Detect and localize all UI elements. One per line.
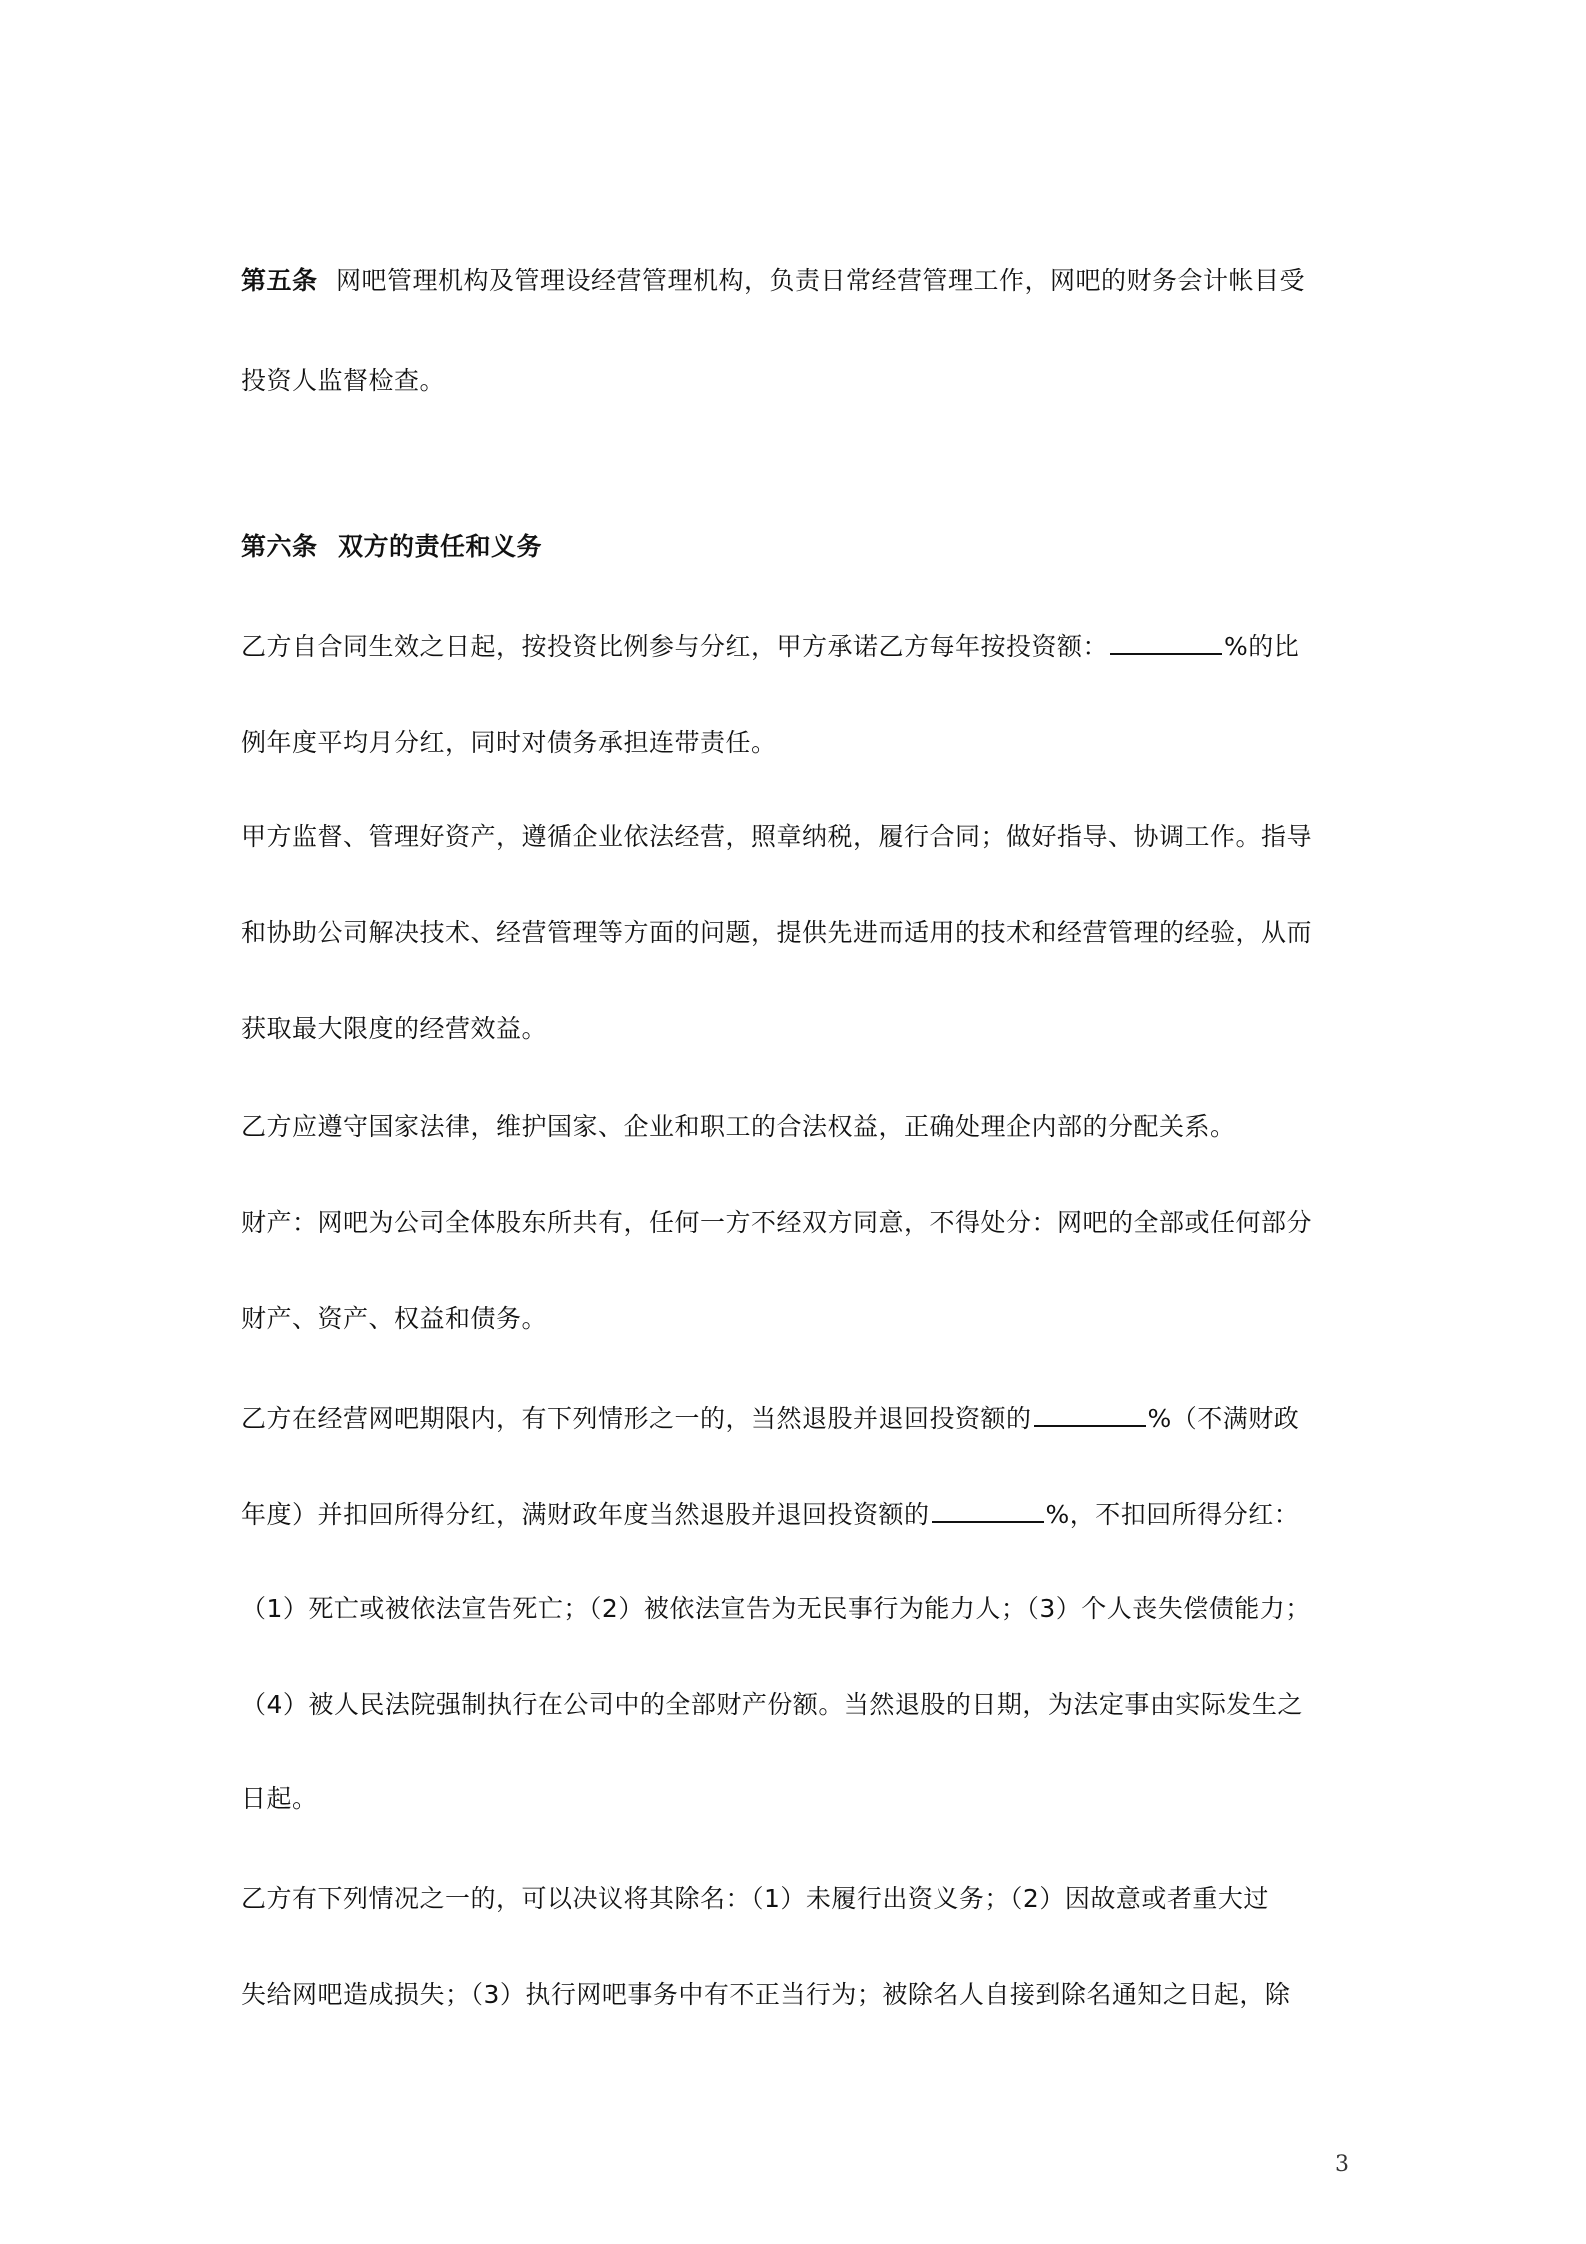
article6-p2-line1: 甲方监督、管理好资产，遵循企业依法经营，照章纳税，履行合同；做好指导、协调工作。指导 <box>241 822 1313 851</box>
article6-p5-line5: 日起。 <box>241 1784 318 1813</box>
article6-p5-line4: （4）被人民法院强制执行在公司中的全部财产份额。当然退股的日期，为法定事由实际发生之 <box>241 1690 1303 1719</box>
article6-heading: 第六条 <box>241 532 318 561</box>
article6-p6-line1: 乙方有下列情况之一的，可以决议将其除名：（1）未履行出资义务；（2）因故意或者重大过 <box>241 1884 1269 1913</box>
p5-line2-text-a: 年度）并扣回所得分红，满财政年度当然退股并退回投资额的 <box>241 1500 930 1529</box>
page-number: 3 <box>1335 2152 1349 2177</box>
article6-p2-line2: 和协助公司解决技术、经营管理等方面的问题，提供先进而适用的技术和经营管理的经验，从而 <box>241 918 1313 947</box>
p5-line1-text-b: %（不满财政 <box>1147 1404 1300 1433</box>
article6-p5-line2 <box>241 1498 1299 1532</box>
article5-text: 网吧管理机构及管理设经营管理机构，负责日常经营管理工作，网吧的财务会计帐目受 <box>335 266 1305 295</box>
percentage-blank-2 <box>1034 1403 1146 1427</box>
article6-p1-line1 <box>241 630 1299 664</box>
article6-p4-line1: 财产：网吧为公司全体股东所共有，任何一方不经双方同意，不得处分：网吧的全部或任何部分 <box>241 1208 1313 1237</box>
article5-line2: 投资人监督检查。 <box>241 366 446 395</box>
percentage-blank-3 <box>932 1499 1044 1523</box>
article6-p1-line2: 例年度平均月分红，同时对债务承担连带责任。 <box>241 728 777 757</box>
article6-p6-line2: 失给网吧造成损失；（3）执行网吧事务中有不正当行为；被除名人自接到除名通知之日起，除 <box>241 1980 1291 2009</box>
article6-p3-line1: 乙方应遵守国家法律，维护国家、企业和职工的合法权益，正确处理企内部的分配关系。 <box>241 1112 1236 1141</box>
article5-line1 <box>241 264 1305 298</box>
article6-p5-line1 <box>241 1402 1299 1436</box>
article6-p5-line3: （1）死亡或被依法宣告死亡；（2）被依法宣告为无民事行为能力人；（3）个人丧失偿债能力； <box>241 1594 1311 1623</box>
article5-heading: 第五条 <box>241 266 318 295</box>
article6-p4-line2: 财产、资产、权益和债务。 <box>241 1304 548 1333</box>
p1-text-a: 乙方自合同生效之日起，按投资比例参与分红，甲方承诺乙方每年按投资额： <box>241 632 1109 661</box>
article6-title: 双方的责任和义务 <box>337 532 542 561</box>
article6-p2-line3: 获取最大限度的经营效益。 <box>241 1014 548 1043</box>
p5-line2-text-b: %，不扣回所得分红： <box>1045 1500 1300 1529</box>
article6-heading-line <box>241 530 542 564</box>
percentage-blank-1 <box>1110 631 1222 655</box>
p1-text-b: %的比 <box>1224 632 1300 661</box>
p5-line1-text-a: 乙方在经营网吧期限内，有下列情形之一的，当然退股并退回投资额的 <box>241 1404 1032 1433</box>
